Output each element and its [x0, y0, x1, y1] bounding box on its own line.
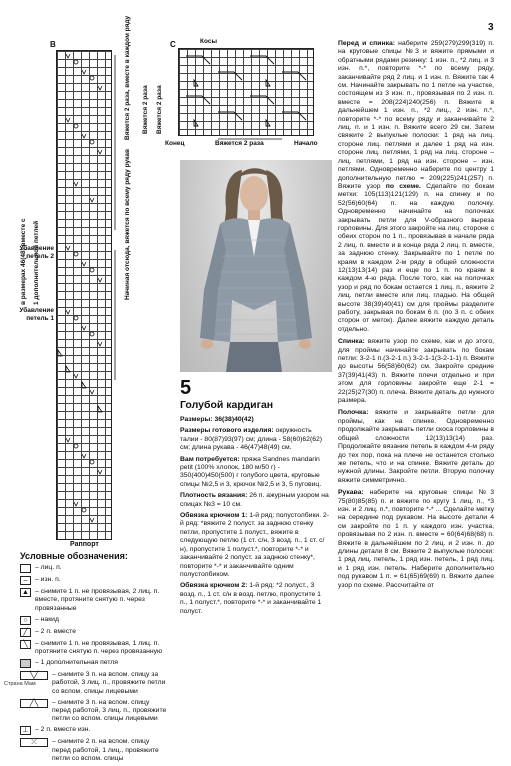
cable-front-icon: ╱╲ [20, 699, 48, 708]
page-number: 3 [488, 22, 494, 33]
density-para: Плотность вязания: 26 п. ажурным узором на спицах №3 = 10 см. [180, 492, 329, 508]
p2tog-icon: ⊥ [20, 726, 31, 735]
sizes-para: Размеры: 36(38)40(42) [180, 416, 254, 423]
legend-item: ╱╲ – снимите 3 п. на вспом. спицу перед работой, 3 лиц. п., провяжите петли со вспом. спицы лицевыми [20, 699, 168, 724]
legend-item: ╱ – 2 п. вместе [20, 628, 168, 637]
slip-k2tog-psso-icon: ▲ [20, 588, 31, 597]
page-footer: Страна Мам [4, 681, 36, 687]
knit-symbol-icon [20, 564, 31, 573]
legend-item: – 1 дополнительная петля [20, 659, 168, 668]
hook2-para: Обвязка крючком 2: 1-й ряд: *2 полуст., 3 возд. п., 1 ст. с/н в возд. петлю, пропустите 1 п., 1 полуст.*, повторите *-* и заканчивайте 1 полуст. [180, 582, 322, 615]
decrease-1-label: Убавление петель 1 [19, 307, 54, 322]
chart-b-repeat-note: Вяжется 2 раза, вместе в каждом ряду [124, 15, 131, 140]
sleeves-para: Рукава: наберите на круговые спицы №3 75(80)85(85) п. и вяжите по кругу 1 лиц. п., *3 изн. и 2 лиц. п.*, повторите *-* ... Сделайте метку на середине под рукавом. На высоте детали 4 см закройте по 1 п. у каждого изн. участка, провязывая по 2 изн. п. вместе = 60(64)68(68) п. Вяжите в дальнейшем по 2 лиц. и 2 изн. п. до длины детали 8 см. Вяжите 2 выпуклые полоски: 1 ряд лиц. петель, 1 ряд изн. петель, 1 ряд лиц. и 1 ряд изн. петель. Наберите дополнительно под рукавом 1 п. = 61(65)69(69) п. Вяжите далее узор по схеме. Рассчитайте от [338, 489, 494, 589]
skpo-icon: ╲ [20, 640, 31, 649]
chart-b-sleeve-note: Начиная отсюда, вяжется по всему ряду рукав [124, 149, 131, 300]
legend-item: – – изн. п. [20, 576, 168, 585]
start-label: Начало [294, 140, 318, 147]
legend-item: – лиц. п. [20, 564, 168, 573]
pattern-title: Голубой кардиган [180, 399, 274, 411]
legend-item: ▲ – снимите 1 п. не провязывая, 2 лиц. п. вместе, протяните снятую п. через провязанные [20, 588, 168, 613]
add-loop-label: 1 дополнительной петлей [33, 220, 40, 305]
chart-c-repeat-bottom: Вяжется 2 раза [215, 140, 264, 147]
instructions-column [338, 40, 494, 594]
chart-c-brackets [178, 136, 314, 142]
chart-b-label: В [50, 40, 56, 49]
measurements-para: Размеры готового изделия: окружность талии - 80(87)93(97) см; длина - 58(60)62(62) см; длина рукава - 46(47)48(49) см. [180, 427, 323, 452]
k2tog-icon: ╱ [20, 628, 31, 637]
cross-front-icon: ⤫ [20, 738, 48, 747]
chart-c-repeat-left: Вяжется 2 раза [142, 85, 149, 134]
legend-item: ╲ – снимите 1 п. не провязывая, 1 лиц. п. протяните снятую п. через провязанную [20, 640, 168, 656]
materials-para: Вам потребуется: пряжа Sandnes mandarin petit (100% хлопок, 180 м/50 г) - 350(400)450(500) г голубого цвета, круговые спицы №2,5 и 3, крючок №2,5 и 3, 5 пуговиц. [180, 455, 322, 488]
chart-b-symbols [56, 50, 112, 540]
extra-stitch-icon [20, 659, 31, 668]
pattern-number: 5 [180, 377, 192, 399]
back-para: Спинка: вяжите узор по схеме, как и до этого, для проймы начинайте закрывать по бокам петли: 3-2-1 п.(3-2-1 п.) 3-2-1-1(3-2-1-1) п. Вяжите до высоты 56(58)60(62) см. Закройте средние 37(39)41(43) п. Вяжите плечи отдельно и при этом для горловины закройте еще 2-1 = 22(25)27(30) п. плеча. Вяжите деталь до нужного размера. [338, 338, 495, 405]
end-label: Конец [165, 140, 185, 147]
chart-c-label: С [170, 40, 176, 49]
hook1-para: Обвязка крючком 1: 1-й ряд: полустолбики. 2-й ряд: *вяжите 2 полуст. за заднюю стенку петли, пропустите 1 полуст., вяжите в следующую петлю (1 ст. с/н, 3 возд. п., 1 ст. с/н), пропустите 1 полуст.*, повторите *-* и заканчивайте 2 полуст. за заднюю стенку*, повторите *-* и заканчивайте одним полустолбиком. [180, 512, 330, 578]
chart-c-repeat-left2: Вяжется 2 раза [156, 85, 163, 134]
legend-item: ○ – накид [20, 616, 168, 625]
front-back-para: Перед и спинка: наберите 259(279)299(319) п. на круговые спицы №3 и вяжите прямыми и обратными рядами резинку: 1 изн. п., *2 лиц. и 3 изн. п.*, повторите *-* по всему ряду, заканчивайте ряд 2 лиц. и 1 изн. п. Вяжите так 4 см. Начинайте закрывать по 1 петле на участке, состоящем из 3 изн. п., провязывая по 2 изн. п. вместе = 208(224)240(256) п. Вяжите в дальнейшем 1 изн. п., *2 лиц., 2 изн. п.*, повторите *-* по всему ряду и заканчивайте 2 лиц. п. и 1 изн. п. Вяжите всего 29 см. Затем свяжите 2 выпуклые полоски: 1 ряд на лиц. стороне лиц. петлями и далее 1 ряд на изн. стороне лиц. петлями, 1 ряд на лиц. стороне – лиц. петлями, 1 ряд на изн. стороне – изн. петлями. Одновременно наберите по центру 1 дополнительную петлю = 209(225)241(257) п. Вяжите узор по схеме. Сделайте по бокам метки: 105(113)121(129) п. на спинку и по 52(56)60(64) п. на каждую полочку. Одновременно начинайте на полочках закрывать петли для V-образного выреза горловины. Для этого закройте на лиц. стороне с обеих сторон по 1 п., провязывая в начале ряда 2 лиц. п. вместе и в конце ряда 2 лиц. п. вместе, за заднюю стенку. Закрывайте по 1 петле по краям в каждом 2-м ряду в общей сложности 12(13)13(14) раз и еще по 1 п. по краям в каждом 4-ю ряда. После того, как на полочках узор и ряд по бокам остается 1 лиц. п., вяжите 2 лиц. петли вместе или лиц. гладью. На общей высоте 38(39)40(41) см для проймы разделите работу, закрывая по бокам 6 п. (по 3 п. с обеих сторон от меток). Далее вяжите каждую деталь отдельно. [338, 40, 495, 333]
yarn-over-icon: ○ [20, 616, 31, 625]
purl-symbol-icon: – [20, 576, 31, 585]
legend-item: ⊥ – 2 п. вместе изн. [20, 726, 168, 735]
chart-b-rapport: Раппорт [70, 541, 99, 548]
legend-item: ╲╱ – снимите 3 п. на вспом. спицу за работой, 3 лиц. п., провяжите петли со вспом. спицы лицевыми [20, 671, 168, 696]
front-piece-para: Полочка: вяжите и закрывайте петли для проймы, как на спинке. Одновременно продолжайте закрывать петли скоса горловины в общей сложности 12(13)13(14) раз. Продолжайте вязание петель в каждом 4-м ряду до тех пор, пока на плече не останется столько же петель, что и на спинке. Вяжите деталь до нужной длины. Закройте петли. Вторую полочку вяжите симметрично. [338, 409, 495, 484]
decrease-2-label: Убавление петель 2 [19, 245, 54, 260]
chart-b-arrows [112, 50, 122, 540]
legend [20, 552, 168, 766]
product-photo [180, 160, 332, 372]
cable-back-icon: ╲╱ [20, 671, 48, 680]
chart-c-symbols [178, 48, 314, 136]
in-size-label: в размерах 46(48) вместе с [20, 218, 27, 305]
legend-item: ⤫ – снимите 2 п. на вспом. спицу перед работой, 1 лиц., провяжите петли со вспом. спицы [20, 738, 168, 763]
kosy-label: Косы [200, 38, 218, 45]
model-silhouette [180, 160, 332, 372]
legend-title: Условные обозначения: [20, 551, 128, 561]
pattern-specs [180, 416, 330, 619]
